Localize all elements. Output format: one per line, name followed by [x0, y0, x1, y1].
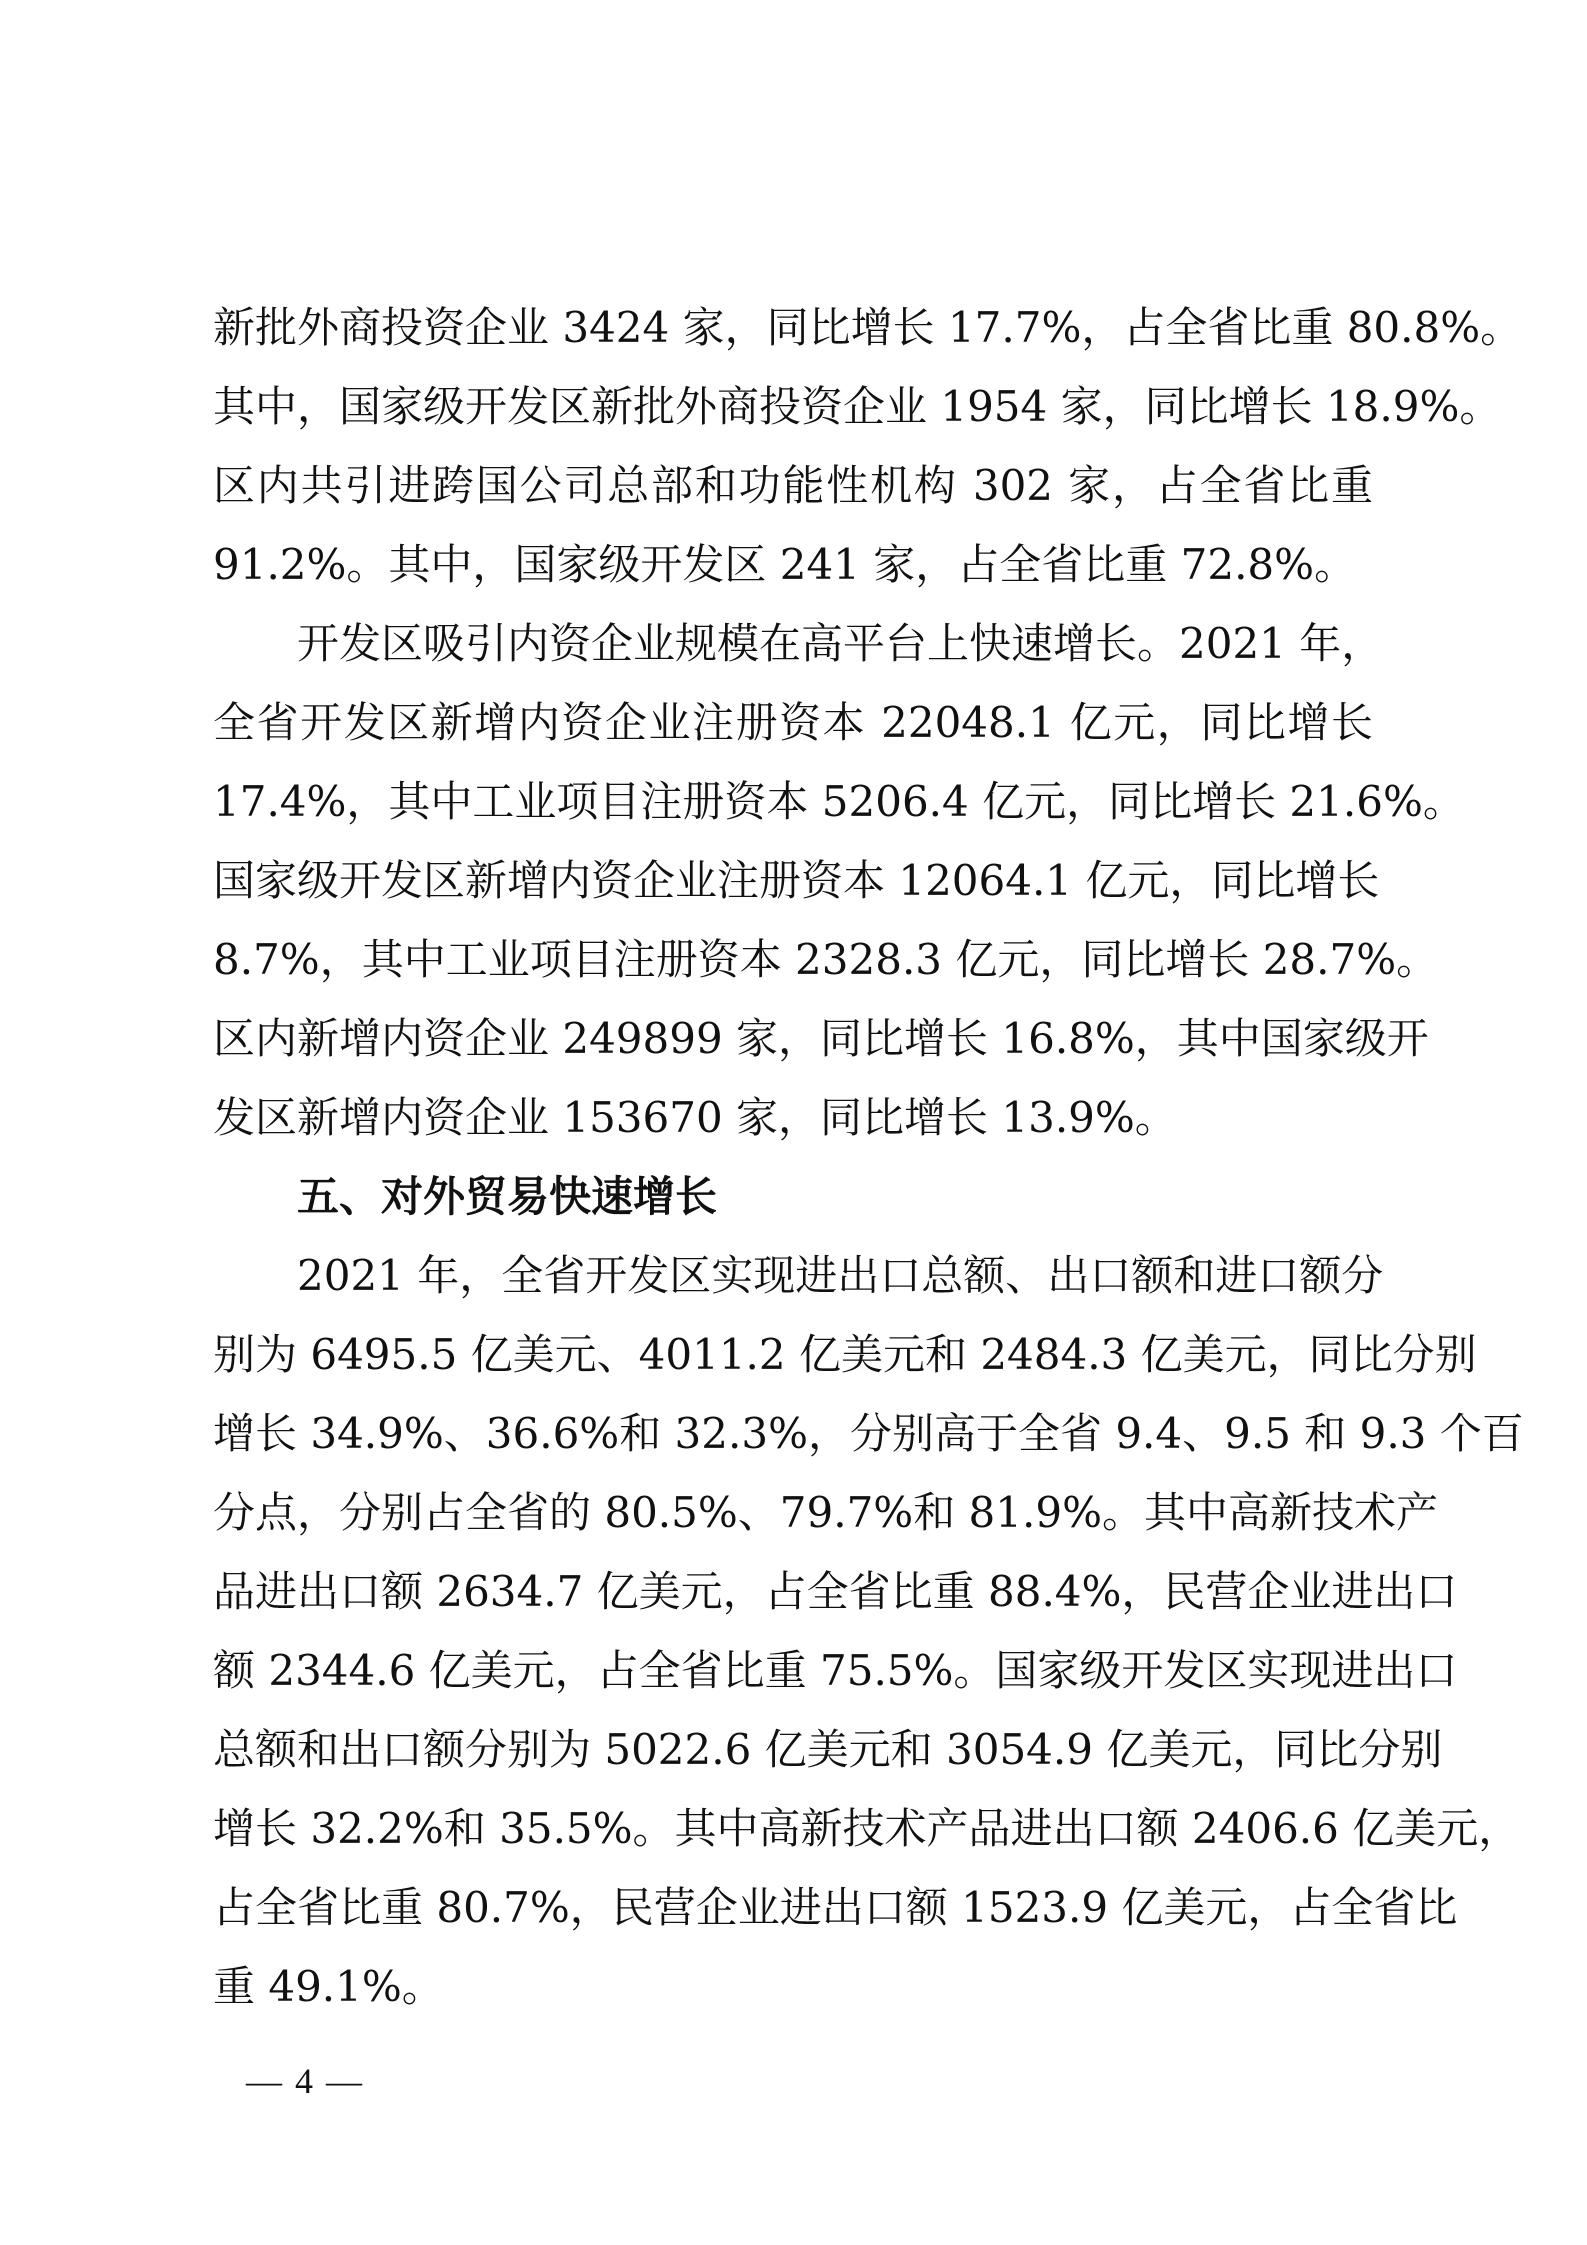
paragraph-domestic-investment	[213, 604, 1465, 1157]
page-number: — 4 —	[246, 2061, 364, 2101]
text-line: 增长 34.9%、36.6%和 32.3%，分别高于全省 9.4、9.5 和 9.3 个百	[213, 1409, 1524, 1458]
text-line: 重 49.1%。	[213, 1962, 444, 2011]
text-line: 新批外商投资企业 3424 家，同比增长 17.7%，占全省比重 80.8%。	[213, 303, 1523, 352]
text-line: 增长 32.2%和 35.5%。其中高新技术产品进出口额 2406.6 亿美元，	[213, 1804, 1521, 1853]
text-line: 其中，国家级开发区新批外商投资企业 1954 家，同比增长 18.9%。	[213, 382, 1502, 431]
text-line: 区内共引进跨国公司总部和功能性机构 302 家，占全省比重	[213, 461, 1373, 510]
text-line: 开发区吸引内资企业规模在高平台上快速增长。2021 年，	[297, 619, 1384, 668]
text-line: 总额和出口额分别为 5022.6 亿美元和 3054.9 亿美元，同比分别	[213, 1725, 1443, 1774]
text-line: 区内新增内资企业 249899 家，同比增长 16.8%，其中国家级开	[213, 1014, 1429, 1063]
text-line: 品进出口额 2634.7 亿美元，占全省比重 88.4%，民营企业进出口	[213, 1567, 1458, 1616]
text-line: 17.4%，其中工业项目注册资本 5206.4 亿元，同比增长 21.6%。	[213, 777, 1465, 826]
paragraph-foreign-trade	[213, 1236, 1524, 2026]
section-heading-foreign-trade: 五、对外贸易快速增长	[297, 1172, 718, 1221]
text-line: 8.7%，其中工业项目注册资本 2328.3 亿元，同比增长 28.7%。	[213, 935, 1439, 984]
text-line: 发区新增内资企业 153670 家，同比增长 13.9%。	[213, 1093, 1177, 1142]
document-body	[213, 288, 1524, 2026]
text-line: 分点，分别占全省的 80.5%、79.7%和 81.9%。其中高新技术产	[213, 1488, 1438, 1537]
text-line: 额 2344.6 亿美元，占全省比重 75.5%。国家级开发区实现进出口	[213, 1646, 1458, 1695]
text-line: 别为 6495.5 亿美元、4011.2 亿美元和 2484.3 亿美元，同比分别	[213, 1330, 1477, 1379]
text-line: 国家级开发区新增内资企业注册资本 12064.1 亿元，同比增长	[213, 856, 1380, 905]
text-line: 全省开发区新增内资企业注册资本 22048.1 亿元，同比增长	[213, 698, 1373, 747]
text-line: 91.2%。其中，国家级开发区 241 家，占全省比重 72.8%。	[213, 540, 1357, 589]
text-line: 2021 年，全省开发区实现进出口总额、出口额和进口额分	[297, 1251, 1384, 1300]
paragraph-foreign-investment	[213, 288, 1523, 604]
text-line: 占全省比重 80.7%，民营企业进出口额 1523.9 亿美元，占全省比	[213, 1883, 1458, 1932]
